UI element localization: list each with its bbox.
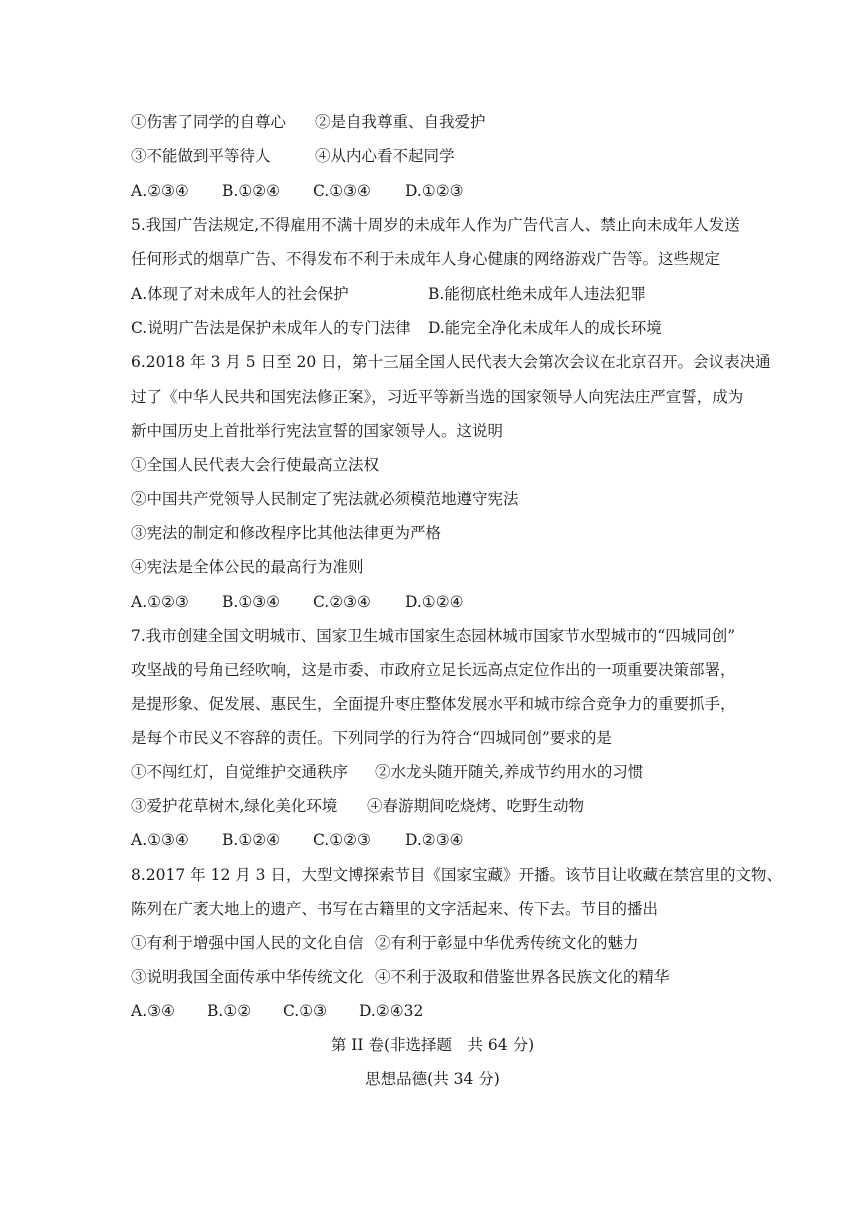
question-5-stem-line-2: 任何形式的烟草广告、不得发布不利于未成年人身心健康的网络游戏广告等。这些规定 (131, 250, 721, 268)
statement-3: ③不能做到平等待人 (131, 147, 271, 165)
question-7-stem-line-4: 是每个市民义不容辞的责任。下列同学的行为符合“四城同创”要求的是 (131, 729, 612, 747)
option-b: B.能彻底杜绝未成年人违法犯罪 (428, 285, 646, 303)
question-5-stem-line-1: 5.我国广告法规定,不得雇用不满十周岁的未成年人作为广告代言人、禁止向未成年人发送 (131, 216, 740, 234)
choice-b: B.①②④ (222, 182, 281, 200)
option-d: D.能完全净化未成年人的成长环境 (428, 319, 662, 337)
choice-a: A.③④ (131, 1002, 175, 1020)
statement-4: ④从内心看不起同学 (315, 147, 455, 165)
section-subtitle: 思想品德(共 34 分) (365, 1070, 500, 1088)
question-6-stem-line-1: 6.2018 年 3 月 5 日至 20 日，第十三届全国人民代表大会第次会议在北京召开。会议表决通 (131, 353, 771, 371)
choice-c: C.①③ (283, 1002, 328, 1020)
statement-2: ②有利于彰显中华优秀传统文化的魅力 (375, 934, 639, 952)
option-a: A.体现了对未成年人的社会保护 (131, 285, 349, 303)
choice-d: D.②③④ (405, 831, 464, 849)
choice-c: C.②③④ (313, 593, 371, 611)
question-6-statement-3: ③宪法的制定和修改程序比其他法律更为严格 (131, 524, 442, 542)
section-title: 第 II 卷(非选择题 共 64 分) (330, 1036, 535, 1054)
choice-a: A.②③④ (131, 182, 189, 200)
statement-3: ③爱护花草树木,绿化美化环境 (131, 797, 338, 815)
statement-2: ②是自我尊重、自我爱护 (315, 113, 486, 131)
choice-d: D.①②④ (405, 593, 464, 611)
question-6-stem-line-2: 过了《中华人民共和国宪法修正案》，习近平等新当选的国家领导人向宪法庄严宣誓，成为 (131, 388, 744, 406)
statement-1: ①伤害了同学的自尊心 (131, 113, 287, 131)
question-6-statement-2: ②中国共产党领导人民制定了宪法就必须模范地遵守宪法 (131, 490, 519, 508)
choice-b: B.①③④ (222, 593, 281, 611)
option-c: C.说明广告法是保护未成年人的专门法律 (131, 319, 411, 337)
question-8-stem-line-1: 8.2017 年 12 月 3 日，大型文博探索节目《国家宝藏》开播。该节目让收藏在禁宫里的文物、 (131, 866, 782, 884)
question-6-stem-line-3: 新中国历史上首批举行宪法宣誓的国家领导人。这说明 (131, 422, 504, 440)
question-7-stem-line-2: 攻坚战的号角已经吹响，这是市委、市政府立足长远高点定位作出的一项重要决策部署， (131, 661, 736, 679)
question-7-stem-line-1: 7.我市创建全国文明城市、国家卫生城市国家生态园林城市国家节水型城市的“四城同创” (131, 627, 736, 645)
statement-4: ④春游期间吃烧烤、吃野生动物 (367, 797, 585, 815)
statement-3: ③说明我国全面传承中华传统文化 (131, 968, 364, 986)
statement-2: ②水龙头随开随关,养成节约用水的习惯 (375, 763, 644, 781)
choice-a: A.①②③ (131, 593, 189, 611)
choice-d: D.①②③ (405, 182, 464, 200)
choice-b: B.①②④ (222, 831, 281, 849)
question-7-stem-line-3: 是提形象、促发展、惠民生，全面提升枣庄整体发展水平和城市综合竞争力的重要抓手， (131, 695, 736, 713)
statement-1: ①不闯红灯，自觉维护交通秩序 (131, 763, 349, 781)
question-8-stem-line-2: 陈列在广袤大地上的遗产、书写在古籍里的文字活起来、传下去。节目的播出 (131, 900, 659, 918)
statement-1: ①有利于增强中国人民的文化自信 (131, 934, 364, 952)
statement-4: ④不利于汲取和借鉴世界各民族文化的精华 (375, 968, 670, 986)
choice-b: B.①② (207, 1002, 252, 1020)
question-6-statement-1: ①全国人民代表大会行使最高立法权 (131, 456, 380, 474)
choice-a: A.①③④ (131, 831, 189, 849)
choice-c: C.①②③ (313, 831, 371, 849)
choice-d: D.②④32 (359, 1002, 424, 1020)
question-6-statement-4: ④宪法是全体公民的最高行为准则 (131, 558, 364, 576)
choice-c: C.①③④ (313, 182, 371, 200)
